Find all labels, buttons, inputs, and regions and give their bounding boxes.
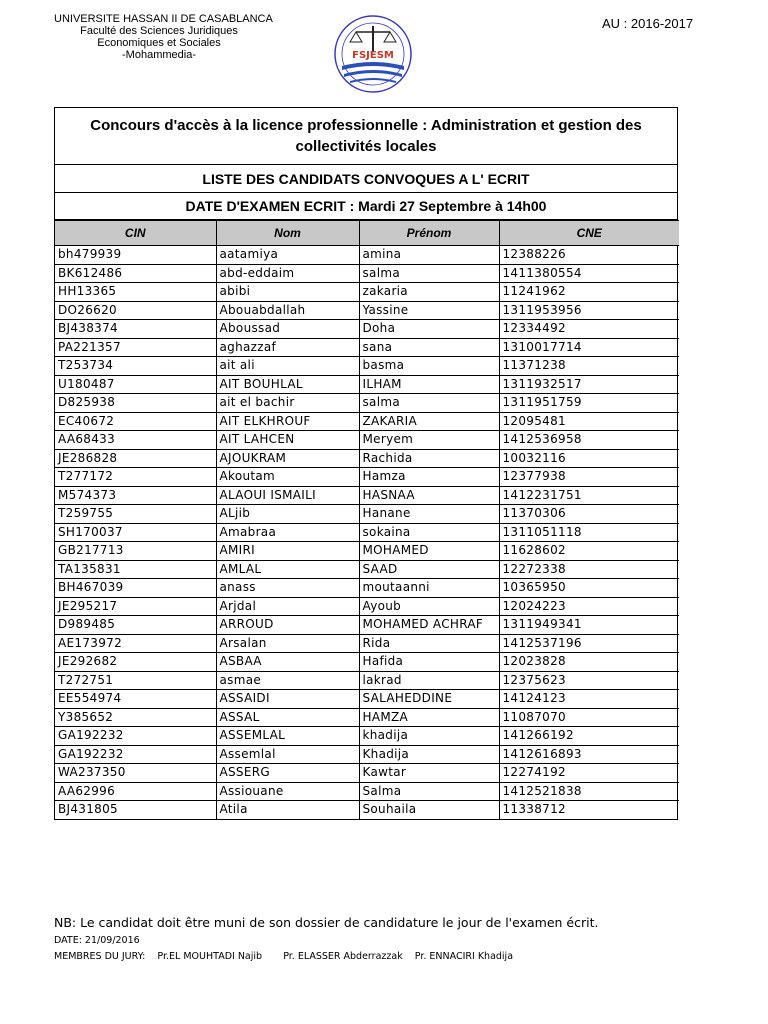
nom-cell: Abouabdallah bbox=[216, 301, 359, 320]
nom-cell: ait el bachir bbox=[216, 394, 359, 413]
table-row bbox=[55, 320, 679, 339]
table-row bbox=[55, 671, 679, 690]
cin-cell: SH170037 bbox=[55, 523, 216, 542]
cne-cell: 10032116 bbox=[499, 449, 679, 468]
nom-cell: ASSAL bbox=[216, 708, 359, 727]
cin-cell: T259755 bbox=[55, 505, 216, 524]
cin-cell: PA221357 bbox=[55, 338, 216, 357]
prenom-cell: HASNAA bbox=[359, 486, 499, 505]
cne-cell: 10365950 bbox=[499, 579, 679, 598]
cin-cell: JE295217 bbox=[55, 597, 216, 616]
prenom-cell: amina bbox=[359, 246, 499, 265]
cne-cell: 1311949341 bbox=[499, 616, 679, 635]
prenom-cell: ZAKARIA bbox=[359, 412, 499, 431]
table-header-row bbox=[55, 221, 679, 246]
candidate-list-frame bbox=[54, 107, 678, 820]
cne-cell: 12274192 bbox=[499, 764, 679, 783]
table-row bbox=[55, 431, 679, 450]
nom-cell: ait ali bbox=[216, 357, 359, 376]
table-row bbox=[55, 246, 679, 265]
nom-cell: Aboussad bbox=[216, 320, 359, 339]
prenom-cell: salma bbox=[359, 394, 499, 413]
cne-cell: 11338712 bbox=[499, 801, 679, 819]
list-title: LISTE DES CANDIDATS CONVOQUES A L' ECRIT bbox=[55, 165, 677, 193]
table-row bbox=[55, 560, 679, 579]
institution-line-3: Economiques et Sociales bbox=[97, 37, 221, 49]
nom-cell: AMLAL bbox=[216, 560, 359, 579]
cne-cell: 1411380554 bbox=[499, 264, 679, 283]
table-row bbox=[55, 745, 679, 764]
table-row bbox=[55, 727, 679, 746]
header-cin: CIN bbox=[55, 221, 216, 246]
cin-cell: D989485 bbox=[55, 616, 216, 635]
prenom-cell: SALAHEDDINE bbox=[359, 690, 499, 709]
nom-cell: abibi bbox=[216, 283, 359, 302]
institution-line-4: -Mohammedia- bbox=[122, 49, 196, 61]
cne-cell: 12272338 bbox=[499, 560, 679, 579]
prenom-cell: MOHAMED bbox=[359, 542, 499, 561]
table-row bbox=[55, 412, 679, 431]
nom-cell: aatamiya bbox=[216, 246, 359, 265]
institution-line-2: Faculté des Sciences Juridiques bbox=[80, 25, 238, 37]
cne-cell: 1310017714 bbox=[499, 338, 679, 357]
cin-cell: T272751 bbox=[55, 671, 216, 690]
header-nom: Nom bbox=[216, 221, 359, 246]
table-row bbox=[55, 653, 679, 672]
cin-cell: Y385652 bbox=[55, 708, 216, 727]
nom-cell: ASSAIDI bbox=[216, 690, 359, 709]
prenom-cell: SAAD bbox=[359, 560, 499, 579]
cin-cell: T277172 bbox=[55, 468, 216, 487]
cne-cell: 12377938 bbox=[499, 468, 679, 487]
table-row bbox=[55, 394, 679, 413]
nom-cell: AJOUKRAM bbox=[216, 449, 359, 468]
prenom-cell: MOHAMED ACHRAF bbox=[359, 616, 499, 635]
institution-line-1: UNIVERSITE HASSAN II DE CASABLANCA bbox=[54, 13, 273, 25]
table-row bbox=[55, 634, 679, 653]
cne-cell: 12375623 bbox=[499, 671, 679, 690]
prenom-cell: Yassine bbox=[359, 301, 499, 320]
prenom-cell: Rida bbox=[359, 634, 499, 653]
cne-cell: 1412616893 bbox=[499, 745, 679, 764]
prenom-cell: sana bbox=[359, 338, 499, 357]
nom-cell: abd-eddaim bbox=[216, 264, 359, 283]
cin-cell: U180487 bbox=[55, 375, 216, 394]
table-row bbox=[55, 801, 679, 819]
cin-cell: bh479939 bbox=[55, 246, 216, 265]
nom-cell: ALAOUI ISMAILI bbox=[216, 486, 359, 505]
cin-cell: JE292682 bbox=[55, 653, 216, 672]
cne-cell: 1311932517 bbox=[499, 375, 679, 394]
cne-cell: 1412536958 bbox=[499, 431, 679, 450]
cin-cell: BJ431805 bbox=[55, 801, 216, 819]
cne-cell: 12388226 bbox=[499, 246, 679, 265]
table-row bbox=[55, 708, 679, 727]
table-row bbox=[55, 690, 679, 709]
table-row bbox=[55, 357, 679, 376]
prenom-cell: Meryem bbox=[359, 431, 499, 450]
table-row bbox=[55, 505, 679, 524]
exam-date: DATE D'EXAMEN ECRIT : Mardi 27 Septembre à 14h00 bbox=[55, 193, 677, 220]
cin-cell: GB217713 bbox=[55, 542, 216, 561]
cin-cell: HH13365 bbox=[55, 283, 216, 302]
prenom-cell: Hanane bbox=[359, 505, 499, 524]
prenom-cell: moutaanni bbox=[359, 579, 499, 598]
nom-cell: Amabraa bbox=[216, 523, 359, 542]
cin-cell: M574373 bbox=[55, 486, 216, 505]
note: NB: Le candidat doit être muni de son dossier de candidature le jour de l'examen écrit. bbox=[54, 915, 599, 930]
prenom-cell: HAMZA bbox=[359, 708, 499, 727]
cne-cell: 1412231751 bbox=[499, 486, 679, 505]
prenom-cell: Khadija bbox=[359, 745, 499, 764]
prenom-cell: salma bbox=[359, 264, 499, 283]
prenom-cell: sokaina bbox=[359, 523, 499, 542]
prenom-cell: Salma bbox=[359, 782, 499, 801]
prenom-cell: Kawtar bbox=[359, 764, 499, 783]
table-row bbox=[55, 449, 679, 468]
cin-cell: DO26620 bbox=[55, 301, 216, 320]
logo-text: FSJESM bbox=[352, 50, 394, 61]
cin-cell: BK612486 bbox=[55, 264, 216, 283]
competition-title: Concours d'accès à la licence professionnelle : Administration et gestion des collectivités locales bbox=[55, 108, 677, 165]
nom-cell: Atila bbox=[216, 801, 359, 819]
cne-cell: 11370306 bbox=[499, 505, 679, 524]
table-row bbox=[55, 338, 679, 357]
nom-cell: Assemlal bbox=[216, 745, 359, 764]
table-row bbox=[55, 264, 679, 283]
cne-cell: 1412521838 bbox=[499, 782, 679, 801]
cin-cell: TA135831 bbox=[55, 560, 216, 579]
faculty-logo bbox=[316, 10, 430, 96]
table-row bbox=[55, 486, 679, 505]
nom-cell: Arjdal bbox=[216, 597, 359, 616]
header-cne: CNE bbox=[499, 221, 679, 246]
cin-cell: AE173972 bbox=[55, 634, 216, 653]
nom-cell: ASBAA bbox=[216, 653, 359, 672]
nom-cell: AIT BOUHLAL bbox=[216, 375, 359, 394]
cin-cell: D825938 bbox=[55, 394, 216, 413]
cin-cell: AA62996 bbox=[55, 782, 216, 801]
prenom-cell: ILHAM bbox=[359, 375, 499, 394]
cne-cell: 12334492 bbox=[499, 320, 679, 339]
header-prenom: Prénom bbox=[359, 221, 499, 246]
cne-cell: 1311951759 bbox=[499, 394, 679, 413]
prenom-cell: Hamza bbox=[359, 468, 499, 487]
nom-cell: Arsalan bbox=[216, 634, 359, 653]
nom-cell: ALjib bbox=[216, 505, 359, 524]
document-date: DATE: 21/09/2016 bbox=[54, 935, 140, 946]
institution-block bbox=[54, 13, 273, 61]
jury-members: MEMBRES DU JURY: Pr.EL MOUHTADI Najib Pr. ELASSER Abderrazzak Pr. ENNACIRI Khadija bbox=[54, 951, 514, 962]
cin-cell: EE554974 bbox=[55, 690, 216, 709]
prenom-cell: Ayoub bbox=[359, 597, 499, 616]
nom-cell: asmae bbox=[216, 671, 359, 690]
candidates-table bbox=[55, 220, 679, 819]
nom-cell: AIT ELKHROUF bbox=[216, 412, 359, 431]
nom-cell: anass bbox=[216, 579, 359, 598]
prenom-cell: Hafida bbox=[359, 653, 499, 672]
cne-cell: 141266192 bbox=[499, 727, 679, 746]
nom-cell: ASSERG bbox=[216, 764, 359, 783]
table-row bbox=[55, 283, 679, 302]
cne-cell: 12023828 bbox=[499, 653, 679, 672]
cin-cell: GA192232 bbox=[55, 745, 216, 764]
cne-cell: 12024223 bbox=[499, 597, 679, 616]
nom-cell: AMIRI bbox=[216, 542, 359, 561]
prenom-cell: lakrad bbox=[359, 671, 499, 690]
academic-year: AU : 2016-2017 bbox=[602, 16, 694, 31]
table-row bbox=[55, 523, 679, 542]
table-row bbox=[55, 764, 679, 783]
prenom-cell: Souhaila bbox=[359, 801, 499, 819]
table-row bbox=[55, 579, 679, 598]
prenom-cell: Doha bbox=[359, 320, 499, 339]
prenom-cell: zakaria bbox=[359, 283, 499, 302]
cin-cell: BJ438374 bbox=[55, 320, 216, 339]
nom-cell: AIT LAHCEN bbox=[216, 431, 359, 450]
cne-cell: 1412537196 bbox=[499, 634, 679, 653]
cin-cell: GA192232 bbox=[55, 727, 216, 746]
table-row bbox=[55, 616, 679, 635]
cne-cell: 11241962 bbox=[499, 283, 679, 302]
nom-cell: aghazzaf bbox=[216, 338, 359, 357]
cin-cell: EC40672 bbox=[55, 412, 216, 431]
cin-cell: WA237350 bbox=[55, 764, 216, 783]
table-row bbox=[55, 375, 679, 394]
cin-cell: BH467039 bbox=[55, 579, 216, 598]
cne-cell: 11628602 bbox=[499, 542, 679, 561]
nom-cell: ARROUD bbox=[216, 616, 359, 635]
table-row bbox=[55, 468, 679, 487]
nom-cell: Assiouane bbox=[216, 782, 359, 801]
nom-cell: Akoutam bbox=[216, 468, 359, 487]
table-row bbox=[55, 542, 679, 561]
cin-cell: JE286828 bbox=[55, 449, 216, 468]
cne-cell: 14124123 bbox=[499, 690, 679, 709]
cne-cell: 11371238 bbox=[499, 357, 679, 376]
prenom-cell: Rachida bbox=[359, 449, 499, 468]
nom-cell: ASSEMLAL bbox=[216, 727, 359, 746]
cin-cell: AA68433 bbox=[55, 431, 216, 450]
cne-cell: 1311953956 bbox=[499, 301, 679, 320]
table-row bbox=[55, 301, 679, 320]
cne-cell: 11087070 bbox=[499, 708, 679, 727]
cne-cell: 12095481 bbox=[499, 412, 679, 431]
table-row bbox=[55, 782, 679, 801]
prenom-cell: basma bbox=[359, 357, 499, 376]
cne-cell: 1311051118 bbox=[499, 523, 679, 542]
table-row bbox=[55, 597, 679, 616]
cin-cell: T253734 bbox=[55, 357, 216, 376]
prenom-cell: khadija bbox=[359, 727, 499, 746]
